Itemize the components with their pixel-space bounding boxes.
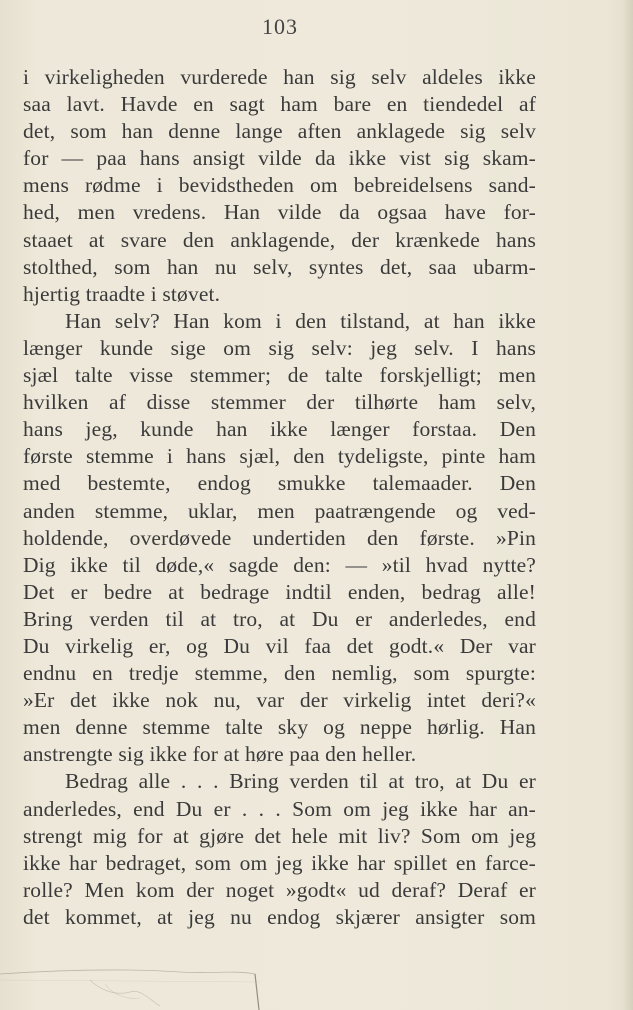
text-line: hvilken af disse stemmer der tilhørte ham selv,	[23, 390, 536, 415]
text-line: anden stemme, uklar, men paatrængende og ved-	[23, 498, 536, 523]
text-line: strengt mig for at gjøre det hele mit liv? Som om jeg	[23, 823, 536, 848]
page-ornament-remnant	[0, 960, 270, 1010]
text-line: i virkeligheden vurderede han sig selv aldeles ikke	[23, 65, 536, 89]
text-line: Han selv? Han kom i den tilstand, at han ikke	[65, 308, 536, 333]
text-line: holdende, overdøvede undertiden den første. »Pin	[23, 525, 536, 550]
text-line: staaet at svare den anklagende, der krænkede hans	[23, 227, 536, 252]
text-line: Bedrag alle . . . Bring verden til at tro, at Du er	[65, 769, 536, 794]
text-line: med bestemte, endog smukke talemaader. Den	[23, 471, 536, 496]
page-number: 103	[262, 14, 298, 39]
text-line: sjæl talte visse stemmer; de talte forskjelligt; men	[23, 363, 536, 388]
text-line: saa lavt. Havde en sagt ham bare en tiendedel af	[23, 92, 536, 117]
text-line: det kommet, at jeg nu endog skjærer ansigter som	[23, 904, 536, 929]
text-line: anderledes, end Du er . . . Som om jeg ikke har an-	[23, 796, 536, 821]
text-line: mens rødme i bevidstheden om bebreidelsens sand-	[23, 173, 536, 198]
page-edge-shadow	[623, 0, 633, 1010]
text-line: længer kunde sige om sig selv: jeg selv. I hans	[23, 335, 536, 360]
text-line: stolthed, som han nu selv, syntes det, saa ubarm-	[23, 254, 536, 279]
text-line: »Er det ikke nok nu, var der virkelig intet deri?«	[23, 688, 536, 713]
body-text	[23, 64, 536, 931]
text-line: ikke har bedraget, som om jeg ikke har spillet en farce-	[23, 850, 536, 875]
text-line: Dig ikke til døde,« sagde den: — »til hvad nytte?	[23, 552, 536, 577]
text-line: men denne stemme talte sky og neppe hørlig. Han	[23, 715, 536, 740]
text-line: anstrengte sig ikke for at høre paa den heller.	[23, 742, 417, 767]
text-line: hed, men vredens. Han vilde da ogsaa have for-	[23, 200, 536, 225]
text-line: hans jeg, kunde han ikke længer forstaa. Den	[23, 417, 536, 442]
text-line: det, som han denne lange aften anklagede sig selv	[23, 119, 536, 144]
text-line: rolle? Men kom der noget »godt« ud deraf? Deraf er	[23, 877, 536, 902]
text-line: Bring verden til at tro, at Du er anderledes, end	[23, 606, 536, 631]
text-line: første stemme i hans sjæl, den tydeligste, pinte ham	[23, 444, 536, 469]
text-line: for — paa hans ansigt vilde da ikke vist sig skam-	[23, 146, 536, 171]
text-line: hjertig traadte i støvet.	[23, 281, 221, 306]
text-line: Du virkelig er, og Du vil faa det godt.« Der var	[23, 633, 536, 658]
text-line: Det er bedre at bedrage indtil enden, bedrag alle!	[23, 579, 536, 604]
text-line: endnu en tredje stemme, den nemlig, som spurgte:	[23, 661, 536, 686]
